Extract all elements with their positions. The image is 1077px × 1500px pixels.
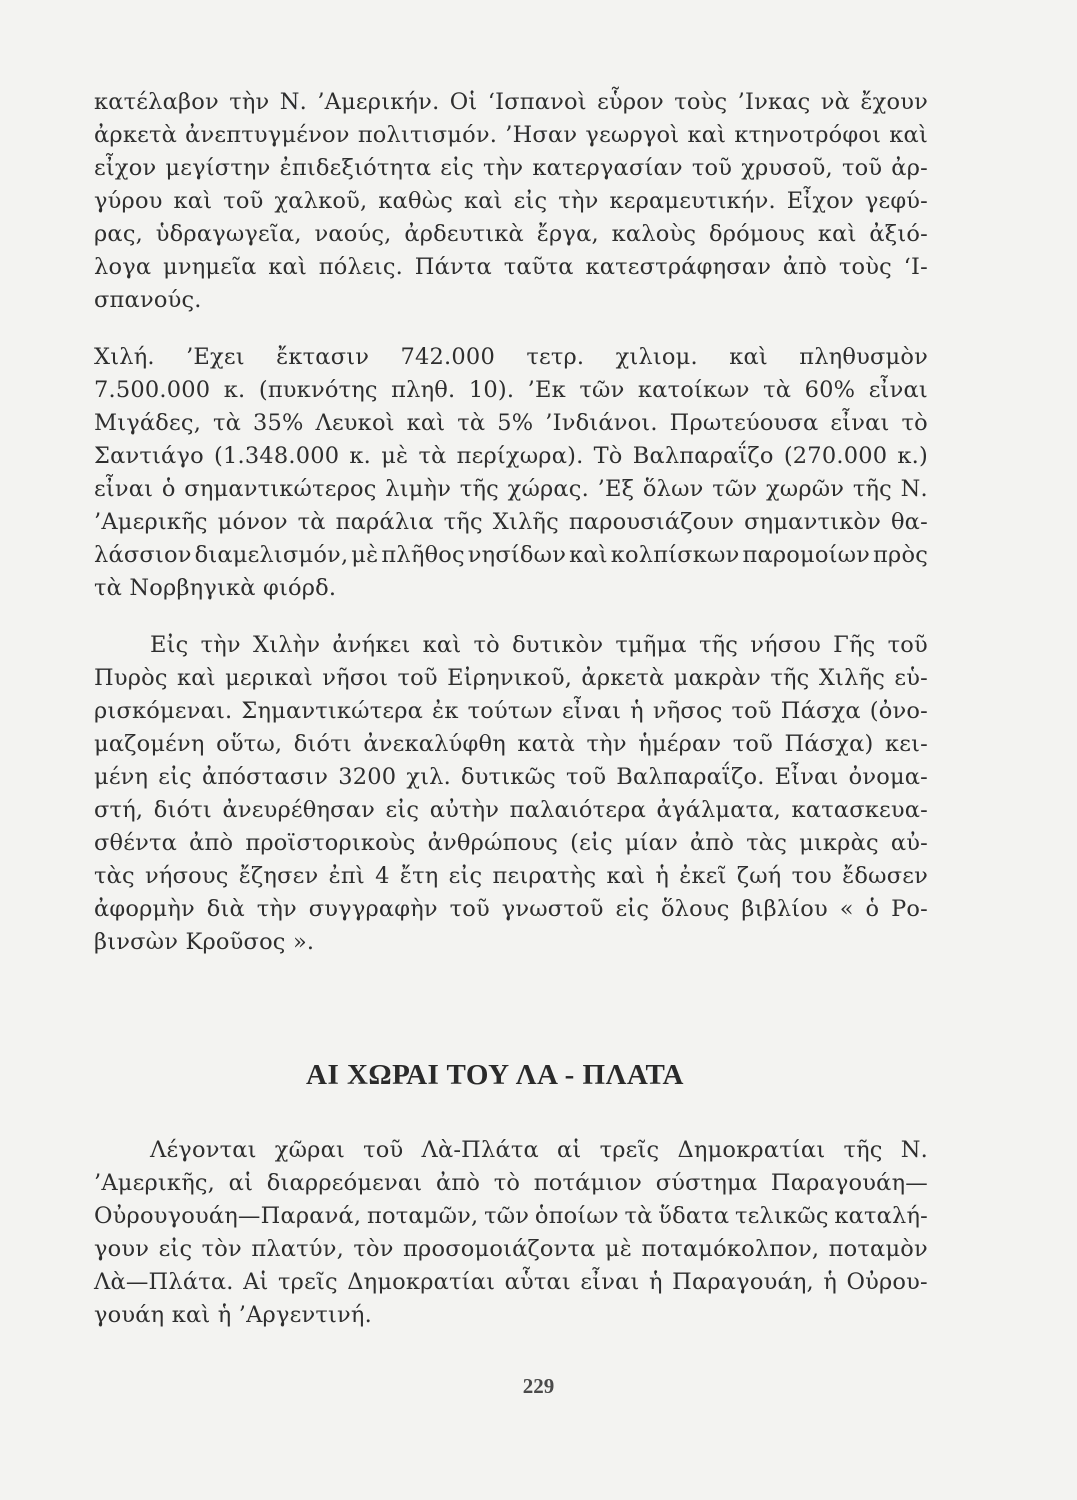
text-line: σπανούς. [94, 287, 202, 313]
text-line: 7.500.000 κ. (πυκνότης πληθ. 10). ’Εκ τῶν κατοίκων τὰ 60% εἶναι [94, 377, 928, 403]
text-line: Πυρὸς καὶ μερικαὶ νῆσοι τοῦ Εἰρηνικοῦ, ἀρκετὰ μακρὰν τῆς Χιλῆς εὑ- [94, 665, 928, 691]
text-line: σθέντα ἀπὸ προϊστορικοὺς ἀνθρώπους (εἰς μίαν ἀπὸ τὰς μικρὰς αὐ- [94, 830, 928, 856]
body-text-la-plata [94, 1134, 928, 1332]
text-line: μένη εἰς ἀπόστασιν 3200 χιλ. δυτικῶς τοῦ Βαλπαραΐζο. Εἶναι ὀνομα- [94, 764, 928, 790]
text-line: εἶχον μεγίστην ἐπιδεξιότητα εἰς τὴν κατεργασίαν τοῦ χρυσοῦ, τοῦ ἀρ- [94, 155, 928, 181]
text-line: τὰς νήσους ἔζησεν ἐπὶ 4 ἔτη εἰς πειρατὴς καὶ ἡ ἐκεῖ ζωή του ἔδωσεν [94, 863, 928, 889]
text-line: ’Αμερικῆς μόνον τὰ παράλια τῆς Χιλῆς παρουσιάζουν σημαντικὸν θα- [94, 509, 928, 535]
text-line: ρισκόμεναι. Σημαντικώτερα ἐκ τούτων εἶναι ἡ νῆσος τοῦ Πάσχα (ὀνο- [94, 698, 928, 724]
text-line: γουν εἰς τὸν πλατύν, τὸν προσομοιάζοντα μὲ ποταμόκολπον, ποταμὸν [94, 1236, 928, 1262]
text-line: τὰ Νορβηγικὰ φιόρδ. [94, 575, 337, 601]
text-line: ἀρκετὰ ἀνεπτυγμένον πολιτισμόν. ’Ησαν γεωργοὶ καὶ κτηνοτρόφοι καὶ [94, 122, 928, 148]
text-line: κατέλαβον τὴν Ν. ’Αμερικήν. Οἱ ‘Ισπανοὶ εὗρον τοὺς ’Ινκας νὰ ἔχουν [94, 89, 928, 115]
text-line: εἶναι ὁ σημαντικώτερος λιμὴν τῆς χώρας. ’Εξ ὅλων τῶν χωρῶν τῆς Ν. [94, 476, 928, 502]
paragraph-incas [94, 86, 928, 317]
text-line: Λὰ—Πλάτα. Αἱ τρεῖς Δημοκρατίαι αὗται εἶναι ἡ Παραγουάη, ἡ Οὐρου- [94, 1269, 928, 1295]
text-line: ρας, ὑδραγωγεῖα, ναούς, ἀρδευτικὰ ἔργα, καλοὺς δρόμους καὶ ἀξιό- [94, 221, 928, 247]
text-line: λάσσιον διαμελισμόν, μὲ πλῆθος νησίδων καὶ κολπίσκων παρομοίων πρὸς [94, 542, 928, 568]
text-line: Λέγονται χῶραι τοῦ Λὰ-Πλάτα αἱ τρεῖς Δημοκρατίαι τῆς Ν. [150, 1137, 928, 1163]
text-line: Χιλή. ’Εχει ἔκτασιν 742.000 τετρ. χιλιομ. καὶ πληθυσμὸν [94, 344, 928, 370]
text-line: βινσὼν Κροῦσος ». [94, 929, 315, 955]
paragraph-chile [94, 341, 928, 605]
text-line: ἀφορμὴν διὰ τὴν συγγραφὴν τοῦ γνωστοῦ εἰς ὅλους βιβλίου « ὁ Ρο- [94, 896, 928, 922]
text-line: Εἰς τὴν Χιλὴν ἀνήκει καὶ τὸ δυτικὸν τμῆμα τῆς νήσου Γῆς τοῦ [150, 632, 928, 658]
text-line: Σαντιάγο (1.348.000 κ. μὲ τὰ περίχωρα). Τὸ Βαλπαραΐζο (270.000 κ.) [94, 443, 928, 469]
text-line: λογα μνημεῖα καὶ πόλεις. Πάντα ταῦτα κατεστράφησαν ἀπὸ τοὺς ‘Ι- [94, 254, 928, 280]
paragraph-islands [94, 629, 928, 959]
section-heading: ΑΙ ΧΩΡΑΙ ΤΟΥ ΛΑ - ΠΛΑΤΑ [306, 1059, 684, 1091]
text-line: γύρου καὶ τοῦ χαλκοῦ, καθὼς καὶ εἰς τὴν κεραμευτικήν. Εἶχον γεφύ- [94, 188, 928, 214]
page-number: 229 [522, 1374, 555, 1398]
text-line: μαζομένη οὕτω, διότι ἀνεκαλύφθη κατὰ τὴν ἡμέραν τοῦ Πάσχα) κει- [94, 731, 928, 757]
text-line: Οὐρουγουάη—Παρανά, ποταμῶν, τῶν ὁποίων τὰ ὕδατα τελικῶς καταλή- [94, 1203, 928, 1229]
text-line: ’Αμερικῆς, αἱ διαρρεόμεναι ἀπὸ τὸ ποτάμιον σύστημα Παραγουάη— [94, 1170, 928, 1196]
text-line: στή, διότι ἀνευρέθησαν εἰς αὐτὴν παλαιότερα ἀγάλματα, κατασκευα- [94, 797, 928, 823]
text-line: Μιγάδες, τὰ 35% Λευκοὶ καὶ τὰ 5% ’Ινδιάνοι. Πρωτεύουσα εἶναι τὸ [94, 410, 928, 436]
body-text-upper [94, 86, 928, 959]
text-line: γουάη καὶ ἡ ’Αργεντινή. [94, 1302, 372, 1328]
